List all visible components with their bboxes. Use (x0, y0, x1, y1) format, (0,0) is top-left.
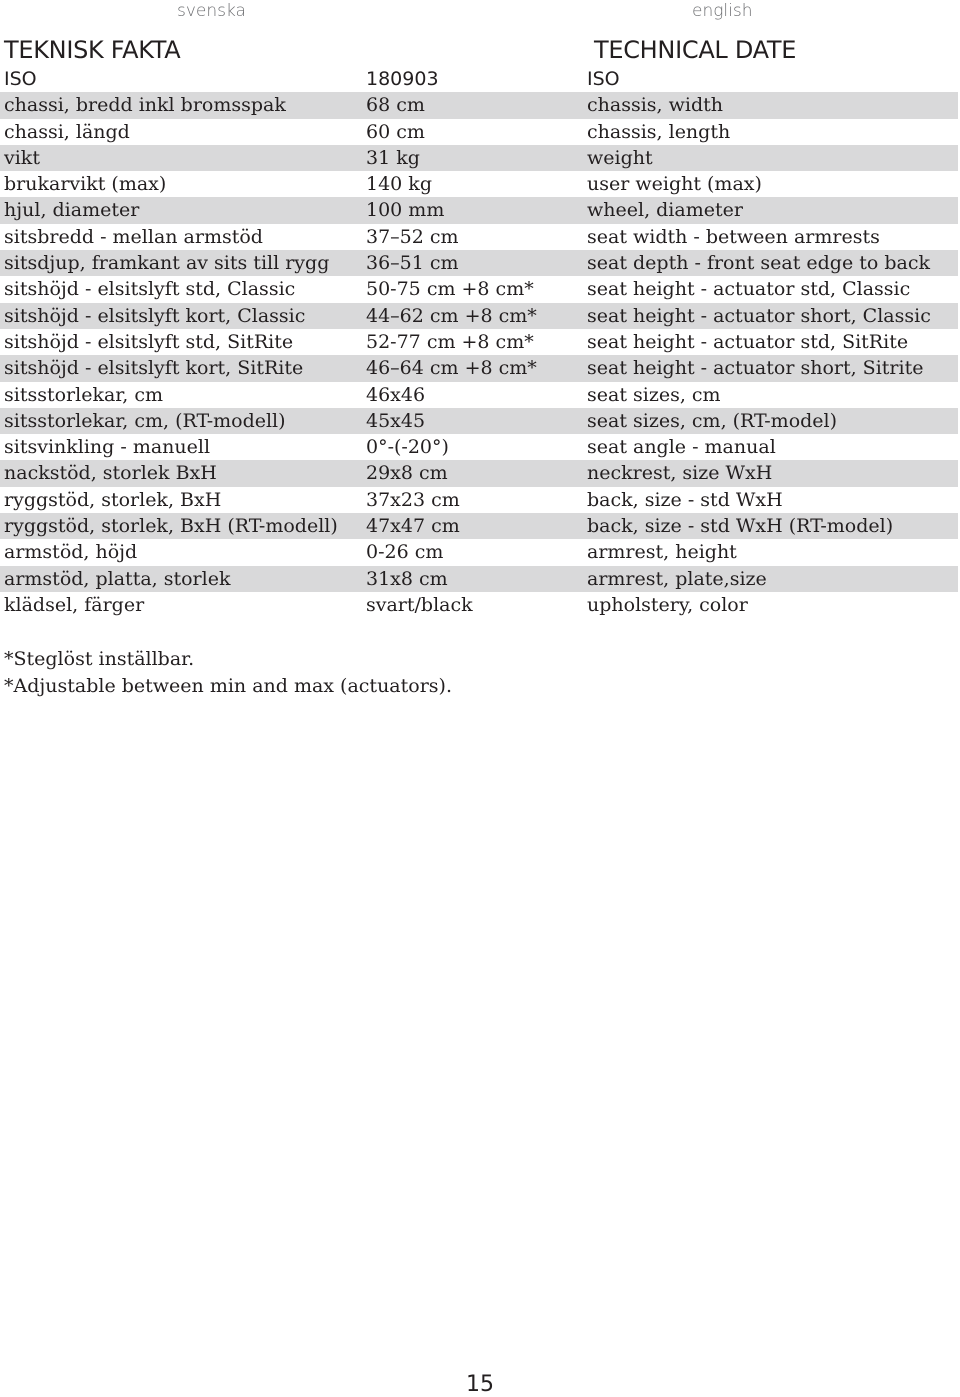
cell-english-label: seat width - between armrests (587, 225, 880, 248)
language-label-swedish: svenska (177, 1, 246, 21)
table-row (0, 92, 958, 118)
cell-english-label: back, size - std WxH (RT-model) (587, 515, 894, 538)
cell-swedish-label: sitsstorlekar, cm (4, 383, 164, 406)
cell-swedish-label: vikt (4, 146, 40, 169)
table-row (0, 224, 958, 250)
table-row (0, 566, 958, 592)
cell-english-label: seat height - actuator short, Sitrite (587, 357, 924, 380)
cell-swedish-label: armstöd, höjd (4, 541, 138, 564)
cell-english-label: chassis, width (587, 94, 723, 117)
table-row (0, 513, 958, 539)
table-row (0, 171, 958, 197)
cell-swedish-label: hjul, diameter (4, 199, 140, 222)
cell-swedish-label: sitsstorlekar, cm, (RT-modell) (4, 409, 286, 432)
cell-value: 31x8 cm (366, 567, 448, 590)
table-row (0, 197, 958, 223)
cell-swedish-label: ryggstöd, storlek, BxH (4, 488, 222, 511)
table-row (0, 355, 958, 381)
cell-swedish-label: sitshöjd - elsitslyft kort, SitRite (4, 357, 304, 380)
cell-english-label: user weight (max) (587, 173, 762, 196)
cell-value: 68 cm (366, 94, 425, 117)
cell-swedish-label: sitsvinkling - manuell (4, 436, 211, 459)
cell-swedish-label: sitshöjd - elsitslyft std, Classic (4, 278, 296, 301)
cell-value: svart/black (366, 593, 473, 616)
cell-english-label: seat height - actuator short, Classic (587, 304, 931, 327)
table-row (0, 460, 958, 486)
cell-value: 0-26 cm (366, 541, 444, 564)
cell-value: 46–64 cm +8 cm* (366, 357, 537, 380)
cell-swedish-label: sitshöjd - elsitslyft kort, Classic (4, 304, 306, 327)
cell-value: 46x46 (366, 383, 426, 406)
cell-value: 45x45 (366, 409, 426, 432)
cell-english-label: armrest, plate,size (587, 567, 767, 590)
cell-english-label: seat angle - manual (587, 436, 776, 459)
footnotes (4, 646, 452, 700)
cell-value: 36–51 cm (366, 252, 459, 275)
table-row (0, 145, 958, 171)
cell-english-label: seat height - actuator std, Classic (587, 278, 911, 301)
spec-table (0, 66, 958, 618)
cell-swedish-label: ISO (4, 68, 37, 90)
cell-swedish-label: sitshöjd - elsitslyft std, SitRite (4, 330, 294, 353)
cell-value: 47x47 cm (366, 515, 460, 538)
cell-value: 50-75 cm +8 cm* (366, 278, 534, 301)
footnote-swedish: *Steglöst inställbar. (4, 648, 195, 670)
cell-english-label: back, size - std WxH (587, 488, 783, 511)
table-row (0, 408, 958, 434)
cell-value: 37x23 cm (366, 488, 460, 511)
table-row (0, 382, 958, 408)
table-row (0, 329, 958, 355)
table-row (0, 66, 958, 92)
cell-english-label: seat sizes, cm (587, 383, 721, 406)
cell-english-label: upholstery, color (587, 593, 748, 616)
cell-value: 52-77 cm +8 cm* (366, 330, 534, 353)
cell-swedish-label: sitsbredd - mellan armstöd (4, 225, 263, 248)
cell-swedish-label: chassi, längd (4, 120, 130, 143)
cell-swedish-label: brukarvikt (max) (4, 173, 167, 196)
cell-swedish-label: chassi, bredd inkl bromsspak (4, 94, 286, 117)
cell-english-label: chassis, length (587, 120, 731, 143)
cell-value: 0°-(-20°) (366, 436, 449, 459)
cell-value: 60 cm (366, 120, 425, 143)
cell-english-label: seat depth - front seat edge to back (587, 252, 931, 275)
language-label-english: english (692, 1, 753, 21)
cell-english-label: ISO (587, 68, 620, 90)
cell-swedish-label: nackstöd, storlek BxH (4, 462, 217, 485)
heading-english: TECHNICAL DATE (594, 36, 797, 64)
table-row (0, 539, 958, 565)
cell-swedish-label: ryggstöd, storlek, BxH (RT-modell) (4, 515, 338, 538)
cell-value: 100 mm (366, 199, 445, 222)
cell-value: 29x8 cm (366, 462, 448, 485)
cell-swedish-label: sitsdjup, framkant av sits till rygg (4, 252, 330, 275)
table-row (0, 119, 958, 145)
cell-value: 180903 (366, 68, 439, 90)
table-row (0, 487, 958, 513)
footnote-english: *Adjustable between min and max (actuators). (4, 675, 452, 697)
cell-english-label: neckrest, size WxH (587, 462, 773, 485)
table-row (0, 434, 958, 460)
table-row (0, 276, 958, 302)
cell-english-label: seat height - actuator std, SitRite (587, 330, 909, 353)
table-row (0, 303, 958, 329)
cell-value: 44–62 cm +8 cm* (366, 304, 537, 327)
cell-value: 37–52 cm (366, 225, 459, 248)
cell-value: 140 kg (366, 173, 432, 196)
table-row (0, 250, 958, 276)
cell-english-label: seat sizes, cm, (RT-model) (587, 409, 838, 432)
heading-swedish: TEKNISK FAKTA (4, 36, 181, 64)
page-number: 15 (466, 1372, 494, 1397)
cell-swedish-label: klädsel, färger (4, 593, 145, 616)
cell-swedish-label: armstöd, platta, storlek (4, 567, 231, 590)
cell-value: 31 kg (366, 146, 420, 169)
table-row (0, 592, 958, 618)
cell-english-label: armrest, height (587, 541, 737, 564)
cell-english-label: wheel, diameter (587, 199, 743, 222)
cell-english-label: weight (587, 146, 653, 169)
